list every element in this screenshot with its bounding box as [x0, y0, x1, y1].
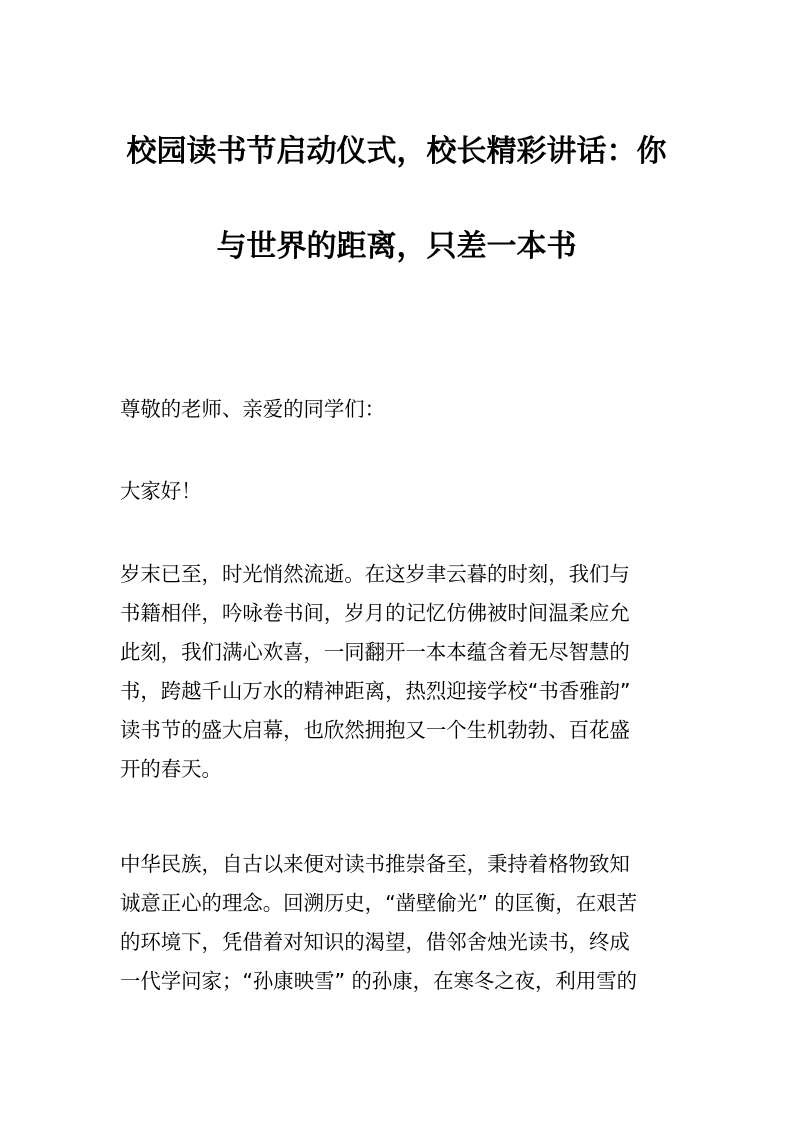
paragraph-line: 诚意正心的理念。回溯历史，“凿壁偷光” 的匡衡，在艰苦	[120, 891, 637, 915]
paragraph-1	[120, 555, 676, 789]
paragraph-line: 的环境下，凭借着对知识的渴望，借邻舍烛光读书，终成	[120, 930, 630, 954]
greeting-text: 大家好！	[120, 479, 202, 503]
paragraph-2	[120, 845, 676, 1001]
paragraph-line: 书，跨越千山万水的精神距离，热烈迎接学校“书香雅韵”	[120, 679, 631, 703]
paragraph-line: 书籍相伴，吟咏卷书间，岁月的记忆仿佛被时间温柔应允	[120, 601, 630, 625]
paragraph-line: 岁末已至，时光悄然流逝。在这岁聿云暮的时刻，我们与	[120, 562, 630, 586]
salutation	[120, 390, 676, 429]
paragraph-line: 此刻，我们满心欢喜，一同翻开一本本蕴含着无尽智慧的	[120, 640, 630, 664]
document-title-line-2: 与世界的距离，只差一本书	[216, 229, 577, 264]
paragraph-line: 读书节的盛大启幕，也欣然拥抱又一个生机勃勃、百花盛	[120, 718, 630, 742]
salutation-text: 尊敬的老师、亲爱的同学们：	[120, 397, 386, 421]
document-title-line-1: 校园读书节启动仪式，校长精彩讲话：你	[126, 134, 667, 169]
paragraph-line: 开的春天。	[120, 757, 222, 781]
greeting	[120, 472, 676, 511]
paragraph-line: 中华民族，自古以来便对读书推崇备至，秉持着格物致知	[120, 852, 630, 876]
paragraph-line: 一代学问家；“孙康映雪” 的孙康，在寒冬之夜，利用雪的	[120, 969, 637, 993]
